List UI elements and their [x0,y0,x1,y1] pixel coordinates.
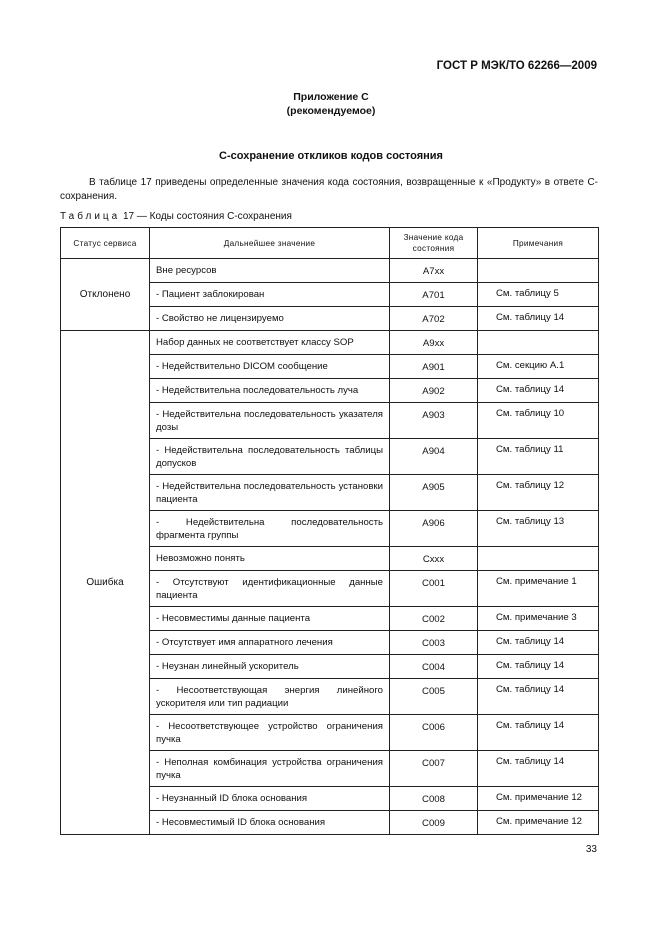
note-cell: См. таблицу 12 [478,475,599,511]
meaning-cell: - Несовместимый ID блока основания [150,811,390,835]
code-cell: A906 [390,511,478,547]
code-cell: C006 [390,715,478,751]
code-cell: A903 [390,403,478,439]
meaning-cell: - Неузнанный ID блока основания [150,787,390,811]
note-cell: См. таблицу 14 [478,379,599,403]
status-cell: Ошибка [61,331,150,835]
header-code: Значение кода состояния [390,228,478,259]
header-status: Статус сервиса [61,228,150,259]
code-cell: C004 [390,655,478,679]
meaning-cell: - Отсутствует имя аппаратного лечения [150,631,390,655]
page-number: 33 [585,844,597,855]
code-cell: C005 [390,679,478,715]
note-cell: См. примечание 3 [478,607,599,631]
code-cell: A9xx [390,331,478,355]
meaning-cell: - Неполная комбинация устройства ограничения пучка [150,751,390,787]
code-cell: A7xx [390,259,478,283]
appendix-subtitle: (рекомендуемое) [286,105,376,117]
meaning-cell: - Недействительна последовательность установки пациента [150,475,390,511]
note-cell: См. таблицу 10 [478,403,599,439]
meaning-cell: - Несоответствующее устройство ограничения пучка [150,715,390,751]
note-cell: См. таблицу 14 [478,631,599,655]
note-cell: См. таблицу 14 [478,715,599,751]
code-cell: A905 [390,475,478,511]
code-cell: C001 [390,571,478,607]
note-cell: См. таблицу 14 [478,307,599,331]
note-cell: См. таблицу 14 [478,751,599,787]
meaning-cell: - Несовместимы данные пациента [150,607,390,631]
table-body [61,259,599,835]
meaning-cell: - Свойство не лицензируемо [150,307,390,331]
table-row [61,259,599,283]
note-cell: См. примечание 12 [478,811,599,835]
note-cell [478,331,599,355]
code-cell: A702 [390,307,478,331]
table-row [61,331,599,355]
meaning-cell: - Недействительно DICOM сообщение [150,355,390,379]
header-meaning: Дальнейшее значение [150,228,390,259]
code-cell: C008 [390,787,478,811]
table-header-row [61,228,599,259]
meaning-cell: Вне ресурсов [150,259,390,283]
meaning-cell: Невозможно понять [150,547,390,571]
meaning-cell: - Неузнан линейный ускоритель [150,655,390,679]
note-cell: См. таблицу 13 [478,511,599,547]
note-cell: См. секцию А.1 [478,355,599,379]
status-cell: Отклонено [61,259,150,331]
meaning-cell: - Несоответствующая энергия линейного ускорителя или тип радиации [150,679,390,715]
meaning-cell: - Недействительна последовательность указателя дозы [150,403,390,439]
table-caption-text: 17 — Коды состояния С-сохранения [123,211,292,222]
section-title: С-сохранение откликов кодов состояния [219,150,443,162]
code-cell: A904 [390,439,478,475]
intro-paragraph: В таблице 17 приведены определенные значения кода состояния, возвращенные к «Продукту» в ответе С-сохранения. [60,177,598,202]
status-codes-table [60,227,599,835]
meaning-cell: - Отсутствуют идентификационные данные пациента [150,571,390,607]
note-cell: См. таблицу 11 [478,439,599,475]
table-caption [60,211,292,222]
note-cell: См. таблицу 14 [478,655,599,679]
code-cell: Cxxx [390,547,478,571]
appendix-title: Приложение С [293,91,369,103]
code-cell: A902 [390,379,478,403]
note-cell: См. примечание 1 [478,571,599,607]
table-caption-label: Таблица [60,211,121,222]
header-notes: Примечания [478,228,599,259]
meaning-cell: - Пациент заблокирован [150,283,390,307]
code-cell: C003 [390,631,478,655]
document-code: ГОСТ Р МЭК/ТО 62266—2009 [436,60,597,72]
meaning-cell: Набор данных не соответствует классу SOP [150,331,390,355]
meaning-cell: - Недействительна последовательность фрагмента группы [150,511,390,547]
note-cell [478,259,599,283]
note-cell: См. таблицу 14 [478,679,599,715]
code-cell: A901 [390,355,478,379]
note-cell: См. примечание 12 [478,787,599,811]
appendix-heading [0,90,662,118]
note-cell: См. таблицу 5 [478,283,599,307]
code-cell: C007 [390,751,478,787]
meaning-cell: - Недействительна последовательность луча [150,379,390,403]
code-cell: C002 [390,607,478,631]
meaning-cell: - Недействительна последовательность таблицы допусков [150,439,390,475]
code-cell: A701 [390,283,478,307]
note-cell [478,547,599,571]
code-cell: C009 [390,811,478,835]
